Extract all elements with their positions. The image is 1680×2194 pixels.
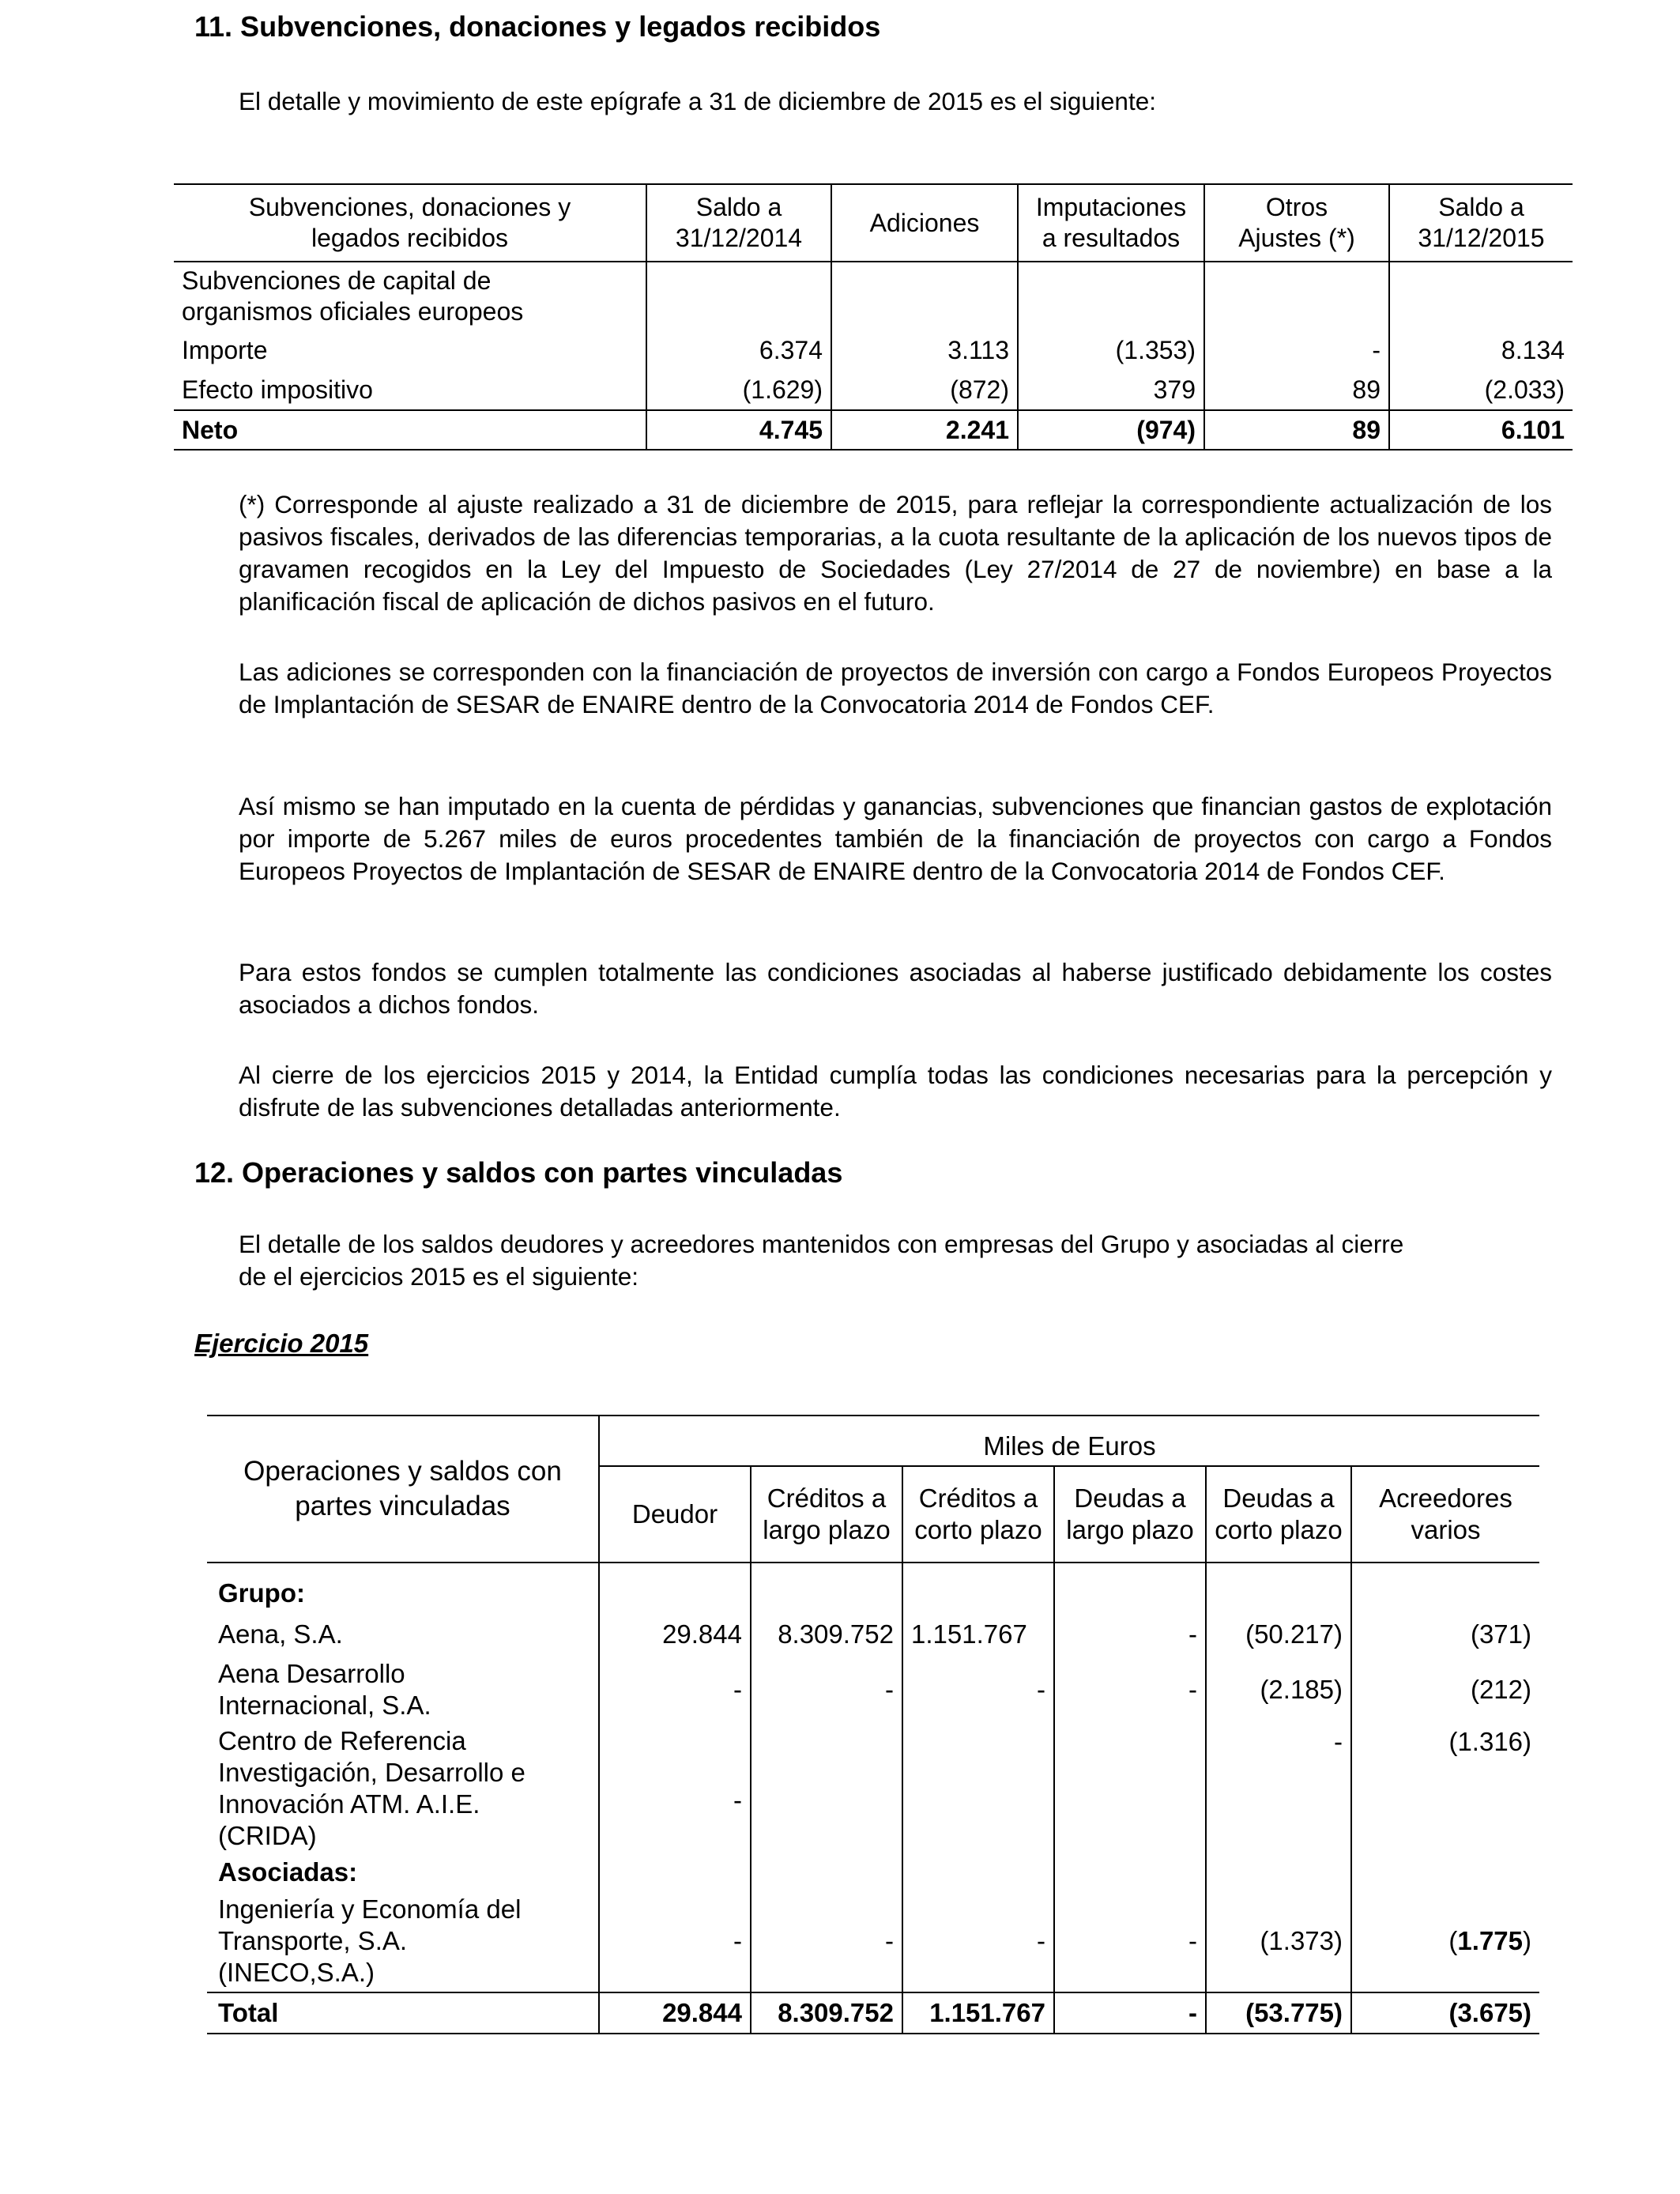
cell-value: - <box>599 1723 751 1854</box>
group-label-grupo: Grupo: <box>218 1578 305 1608</box>
table-row-neto <box>174 410 1573 450</box>
cell-value: 8.309.752 <box>751 1992 902 2034</box>
cell-value: - <box>902 1891 1054 1992</box>
cell-value: (3.675) <box>1351 1992 1539 2034</box>
table-row <box>174 370 1573 410</box>
cell-value: 3.113 <box>831 330 1018 370</box>
paragraph-footnote: (*) Corresponde al ajuste realizado a 31 de diciembre de 2015, para reflejar la correspondiente actualización de los pasivos fiscales, derivados de las diferencias temporarias, a la cuota resultante de la aplicación de los nuevos tipos de gravamen recogidos en la Ley del Impuesto de Sociedades (Ley 27/2014 de 27 de noviembre) en base a la planificación fiscal de aplicación de dichos pasivos en el futuro. <box>239 490 1552 616</box>
cell-value: 1.151.767 <box>902 1992 1054 2034</box>
row-label-importe: Importe <box>182 335 268 364</box>
cell-value: - <box>1054 1657 1206 1723</box>
cell-value: (371) <box>1351 1612 1539 1657</box>
cell-value: 6.101 <box>1389 410 1573 450</box>
header-miles-euros: Miles de Euros <box>599 1416 1539 1466</box>
row-label-aena: Aena, S.A. <box>218 1619 343 1649</box>
cell-value: - <box>1054 1891 1206 1992</box>
cell-value: - <box>751 1891 902 1992</box>
paragraph-adiciones: Las adiciones se corresponden con la financiación de proyectos de inversión con cargo a Fondos Europeos Proyectos de Implantación de SESAR de ENAIRE dentro de la Convocatoria 2014 de Fondos CEF. <box>239 658 1552 718</box>
table-row <box>207 1891 1539 1992</box>
cell-value: (212) <box>1351 1657 1539 1723</box>
section-12-intro-line1: El detalle de los saldos deudores y acreedores mantenidos con empresas del Grupo y asociadas al cierre <box>239 1230 1404 1258</box>
cell-value: - <box>751 1657 902 1723</box>
cell-value: - <box>599 1657 751 1723</box>
cell-value: (53.775) <box>1206 1992 1351 2034</box>
section-12-title: 12. Operaciones y saldos con partes vinculadas <box>194 1156 843 1189</box>
header-saldo-2014: Saldo a 31/12/2014 <box>646 184 831 262</box>
group-label-asociadas: Asociadas: <box>218 1857 358 1887</box>
header-acreedores: Acreedores varios <box>1351 1466 1539 1563</box>
table-row <box>174 330 1573 370</box>
header-imputaciones: Imputaciones a resultados <box>1018 184 1204 262</box>
cell-value: (2.185) <box>1206 1657 1351 1723</box>
cell-value: (974) <box>1018 410 1204 450</box>
ejercicio-heading: Ejercicio 2015 <box>194 1329 369 1358</box>
header-subvenciones: Subvenciones, donaciones y legados recibidos <box>174 184 646 262</box>
table-row-group <box>207 1563 1539 1612</box>
table-row <box>207 1612 1539 1657</box>
subvenciones-table <box>174 183 1573 450</box>
row-label-neto: Neto <box>174 410 646 450</box>
cell-value: 8.309.752 <box>751 1612 902 1657</box>
cell-value: 6.374 <box>646 330 831 370</box>
cell-value: - <box>1054 1612 1206 1657</box>
table-row <box>174 262 1573 330</box>
table-row-group <box>207 1854 1539 1891</box>
paragraph-imputado: Así mismo se han imputado en la cuenta de pérdidas y ganancias, subvenciones que financian gastos de explotación por importe de 5.267 miles de euros procedentes también de la financiación de proyectos con cargo a Fondos Europeos Proyectos de Implantación de SESAR de ENAIRE dentro de la Convocatoria 2014 de Fondos CEF. <box>239 792 1552 885</box>
table-row-total <box>207 1992 1539 2034</box>
group-header-row <box>207 1416 1539 1466</box>
cell-value: (50.217) <box>1206 1612 1351 1657</box>
header-creditos-corto: Créditos a corto plazo <box>902 1466 1054 1563</box>
paragraph-condiciones: Para estos fondos se cumplen totalmente las condiciones asociadas al haberse justificado debidamente los costes asociados a dichos fondos. <box>239 958 1552 1019</box>
cell-value: 1.151.767 <box>902 1612 1054 1657</box>
cell-value: 89 <box>1204 370 1389 410</box>
cell-value: 89 <box>1204 410 1389 450</box>
header-adiciones: Adiciones <box>831 184 1018 262</box>
cell-value: (1.316) <box>1351 1723 1539 1854</box>
row-label-total: Total <box>207 1992 599 2034</box>
partes-vinculadas-table <box>207 1415 1539 2034</box>
paragraph-cierre: Al cierre de los ejercicios 2015 y 2014, la Entidad cumplía todas las condiciones necesarias para la percepción y disfrute de las subvenciones detalladas anteriormente. <box>239 1061 1552 1122</box>
cell-value: - <box>599 1891 751 1992</box>
cell-value: 29.844 <box>599 1612 751 1657</box>
header-otros-ajustes: Otros Ajustes (*) <box>1204 184 1389 262</box>
section-11-title: 11. Subvenciones, donaciones y legados recibidos <box>194 10 881 43</box>
table-row <box>207 1723 1539 1854</box>
cell-value: 2.241 <box>831 410 1018 450</box>
cell-value: 29.844 <box>599 1992 751 2034</box>
cell-value: 379 <box>1018 370 1204 410</box>
cell-value: (1.629) <box>646 370 831 410</box>
table-row <box>207 1657 1539 1723</box>
header-deudas-largo: Deudas a largo plazo <box>1054 1466 1206 1563</box>
header-corner: Operaciones y saldos con partes vinculadas <box>207 1416 599 1563</box>
cell-value: (1.353) <box>1018 330 1204 370</box>
cell-value: - <box>902 1657 1054 1723</box>
row-label-efecto: Efecto impositivo <box>182 375 373 404</box>
row-label-ineco: Ingeniería y Economía del Transporte, S.A. (INECO,S.A.) <box>218 1894 522 1987</box>
cell-value: (1.373) <box>1206 1891 1351 1992</box>
row-caption: Subvenciones de capital de organismos oficiales europeos <box>182 266 524 326</box>
cell-value: (2.033) <box>1389 370 1573 410</box>
cell-value: - <box>1206 1723 1351 1854</box>
header-deudas-corto: Deudas a corto plazo <box>1206 1466 1351 1563</box>
header-saldo-2015: Saldo a 31/12/2015 <box>1389 184 1573 262</box>
section-12-intro-line2: de el ejercicios 2015 es el siguiente: <box>239 1262 639 1291</box>
row-label-aena-desarrollo: Aena Desarrollo Internacional, S.A. <box>218 1659 431 1720</box>
section-11-intro: El detalle y movimiento de este epígrafe a 31 de diciembre de 2015 es el siguiente: <box>239 87 1156 115</box>
cell-value: 4.745 <box>646 410 831 450</box>
cell-value: - <box>1204 330 1389 370</box>
cell-value-acreedores-ineco: (1.775) <box>1351 1891 1539 1992</box>
header-deudor: Deudor <box>599 1466 751 1563</box>
cell-value: (872) <box>831 370 1018 410</box>
subvenciones-header-row <box>174 184 1573 262</box>
row-label-crida: Centro de Referencia Investigación, Desarrollo e Innovación ATM. A.I.E. (CRIDA) <box>218 1726 525 1850</box>
cell-value: 8.134 <box>1389 330 1573 370</box>
cell-value: - <box>1054 1992 1206 2034</box>
header-creditos-largo: Créditos a largo plazo <box>751 1466 902 1563</box>
